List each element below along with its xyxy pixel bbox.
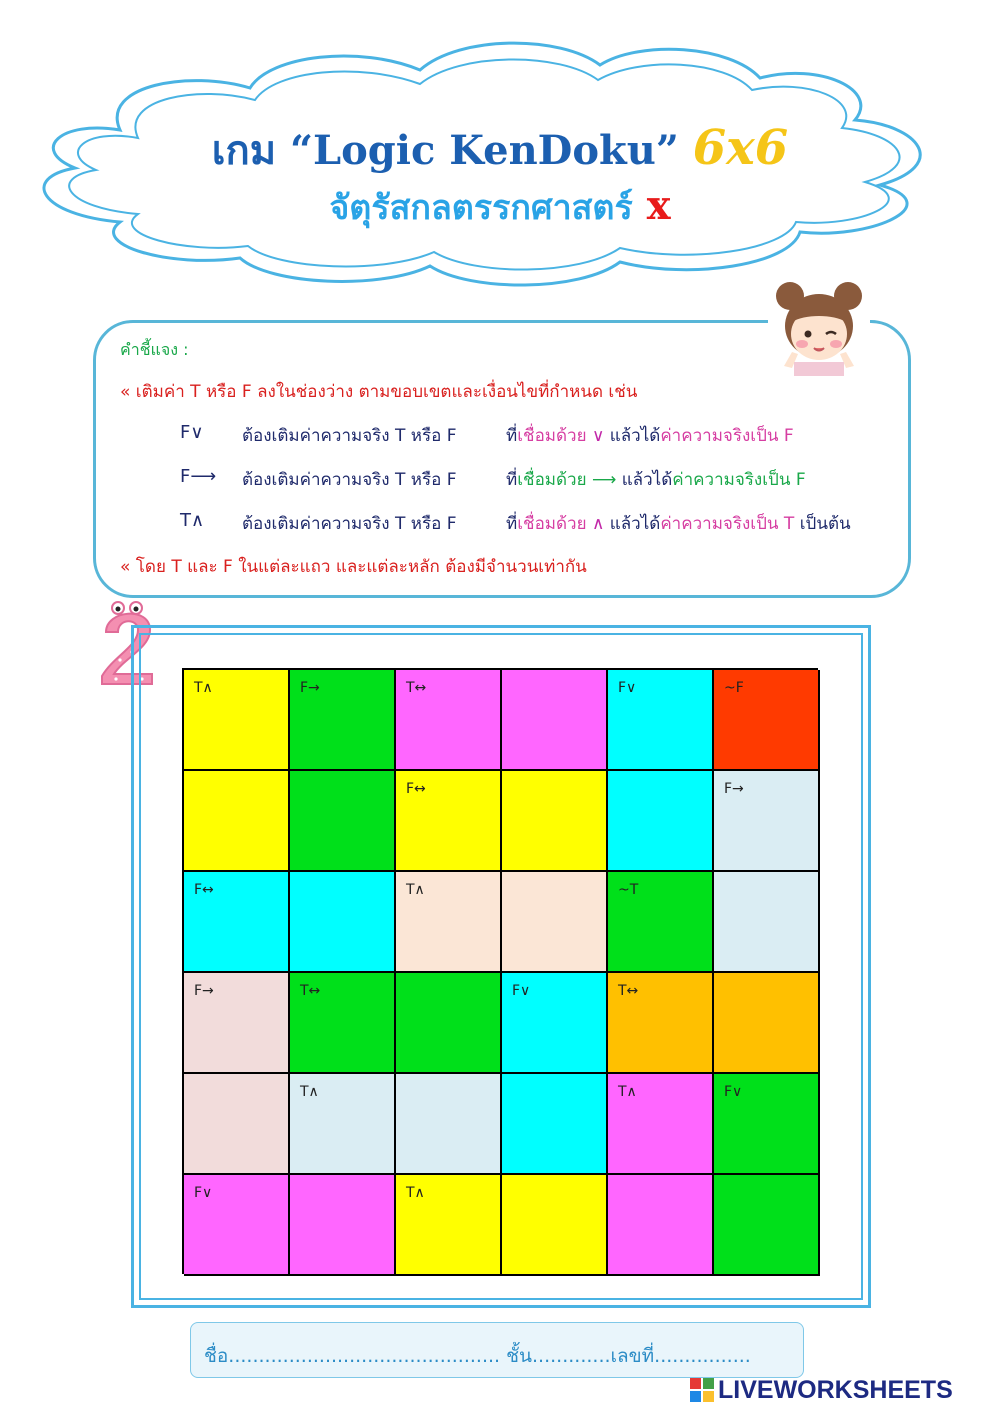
connector-word: เชื่อมด้วย — [517, 514, 587, 534]
cell-clue: T∧ — [406, 882, 425, 898]
grid-cell[interactable] — [396, 872, 502, 973]
grid-cell[interactable] — [396, 1175, 502, 1276]
cell-clue: F∨ — [194, 1185, 213, 1201]
connector-symbol: ∨ — [591, 426, 605, 446]
kendoku-grid — [182, 668, 818, 1274]
connector-word: เชื่อมด้วย — [517, 426, 587, 446]
liveworksheets-logo-icon — [690, 1378, 714, 1402]
cell-clue: F→ — [194, 983, 214, 999]
grid-cell[interactable] — [184, 771, 290, 872]
cell-clue: F↔ — [406, 781, 426, 797]
cell-clue: T↔ — [618, 983, 639, 999]
grid-cell[interactable] — [396, 670, 502, 771]
result-text: ค่าความจริงเป็น F — [660, 426, 794, 446]
grid-cell[interactable] — [608, 872, 714, 973]
instruction-line-1: « เติมค่า T หรือ F ลงในช่องว่าง ตามขอบเขตและเงื่อนไขที่กำหนด เช่น — [120, 382, 638, 402]
cell-clue: ~T — [618, 882, 639, 898]
grid-cell[interactable] — [608, 670, 714, 771]
grid-cell[interactable] — [502, 1074, 608, 1175]
result-text: ค่าความจริงเป็น F — [672, 470, 806, 490]
connector-word: เชื่อมด้วย — [517, 470, 587, 490]
connector-prefix: ที่ — [506, 514, 518, 534]
grid-cell[interactable] — [290, 1074, 396, 1175]
grid-cell[interactable] — [608, 1175, 714, 1276]
cell-clue: F→ — [724, 781, 744, 797]
grid-cell[interactable] — [184, 1175, 290, 1276]
result-suffix: เป็นต้น — [794, 514, 851, 534]
title-size: 6x6 — [692, 120, 789, 176]
grid-cell[interactable] — [184, 670, 290, 771]
grid-cell[interactable] — [290, 1175, 396, 1276]
girl-avatar-icon — [768, 274, 870, 376]
then-word: แล้วได้ — [609, 426, 661, 446]
grid-cell[interactable] — [714, 670, 820, 771]
subtitle-text: จัตุรัสกลตรรกศาสตร์ — [329, 188, 633, 228]
grid-cell[interactable] — [714, 872, 820, 973]
cell-clue: F∨ — [618, 680, 637, 696]
grid-cell[interactable] — [396, 973, 502, 1074]
example-connector — [506, 466, 806, 493]
connector-symbol: ⟶ — [591, 470, 617, 490]
grid-cell[interactable] — [714, 771, 820, 872]
then-word: แล้วได้ — [621, 470, 673, 490]
student-info-text[interactable]: ชื่อ............................................. ชั้น.............เลขที่................ — [204, 1345, 751, 1367]
grid-cell[interactable] — [290, 771, 396, 872]
cell-clue: T∧ — [618, 1084, 637, 1100]
grid-cell[interactable] — [184, 1074, 290, 1175]
grid-cell[interactable] — [502, 872, 608, 973]
grid-cell[interactable] — [502, 973, 608, 1074]
instruction-label: คำชี้แจง : — [120, 340, 189, 359]
grid-cell[interactable] — [608, 771, 714, 872]
cell-clue: T↔ — [300, 983, 321, 999]
grid-cell[interactable] — [396, 1074, 502, 1175]
grid-cell[interactable] — [184, 872, 290, 973]
grid-cell[interactable] — [714, 973, 820, 1074]
example-symbol: F∨ — [180, 422, 204, 443]
connector-prefix: ที่ — [506, 426, 518, 446]
grid-cell[interactable] — [290, 973, 396, 1074]
title-text: เกม “Logic KenDoku” — [211, 127, 679, 174]
grid-cell[interactable] — [502, 1175, 608, 1276]
grid-cell[interactable] — [290, 872, 396, 973]
grid-cell[interactable] — [608, 1074, 714, 1175]
example-text: ต้องเติมค่าความจริง T หรือ F — [242, 426, 457, 446]
connector-prefix: ที่ — [506, 470, 518, 490]
example-connector — [506, 422, 794, 449]
grid-cell[interactable] — [608, 973, 714, 1074]
example-text: ต้องเติมค่าความจริง T หรือ F — [242, 514, 457, 534]
cell-clue: F∨ — [512, 983, 531, 999]
subtitle-x-mark: x — [646, 182, 671, 229]
example-connector — [506, 510, 851, 537]
cell-clue: T∧ — [300, 1084, 319, 1100]
cell-clue: T∧ — [406, 1185, 425, 1201]
brand-name: LIVEWORKSHEETS — [718, 1376, 953, 1404]
then-word: แล้วได้ — [609, 514, 661, 534]
cell-clue: F↔ — [194, 882, 214, 898]
page-title — [0, 118, 1000, 182]
grid-cell[interactable] — [714, 1074, 820, 1175]
cell-clue: T↔ — [406, 680, 427, 696]
grid-cell[interactable] — [714, 1175, 820, 1276]
cell-clue: ~F — [724, 680, 744, 696]
grid-cell[interactable] — [184, 973, 290, 1074]
connector-symbol: ∧ — [591, 514, 605, 534]
cell-clue: F∨ — [724, 1084, 743, 1100]
example-symbol: F⟶ — [180, 466, 217, 487]
result-text: ค่าความจริงเป็น T — [660, 514, 795, 534]
example-symbol: T∧ — [180, 510, 205, 531]
instruction-line-last: « โดย T และ F ในแต่ละแถว และแต่ละหลัก ต้องมีจำนวนเท่ากัน — [120, 557, 587, 577]
grid-cell[interactable] — [502, 670, 608, 771]
grid-cell[interactable] — [502, 771, 608, 872]
grid-cell[interactable] — [396, 771, 502, 872]
grid-cell[interactable] — [290, 670, 396, 771]
cell-clue: T∧ — [194, 680, 213, 696]
page-subtitle — [0, 180, 1000, 234]
example-text: ต้องเติมค่าความจริง T หรือ F — [242, 470, 457, 490]
cell-clue: F→ — [300, 680, 320, 696]
